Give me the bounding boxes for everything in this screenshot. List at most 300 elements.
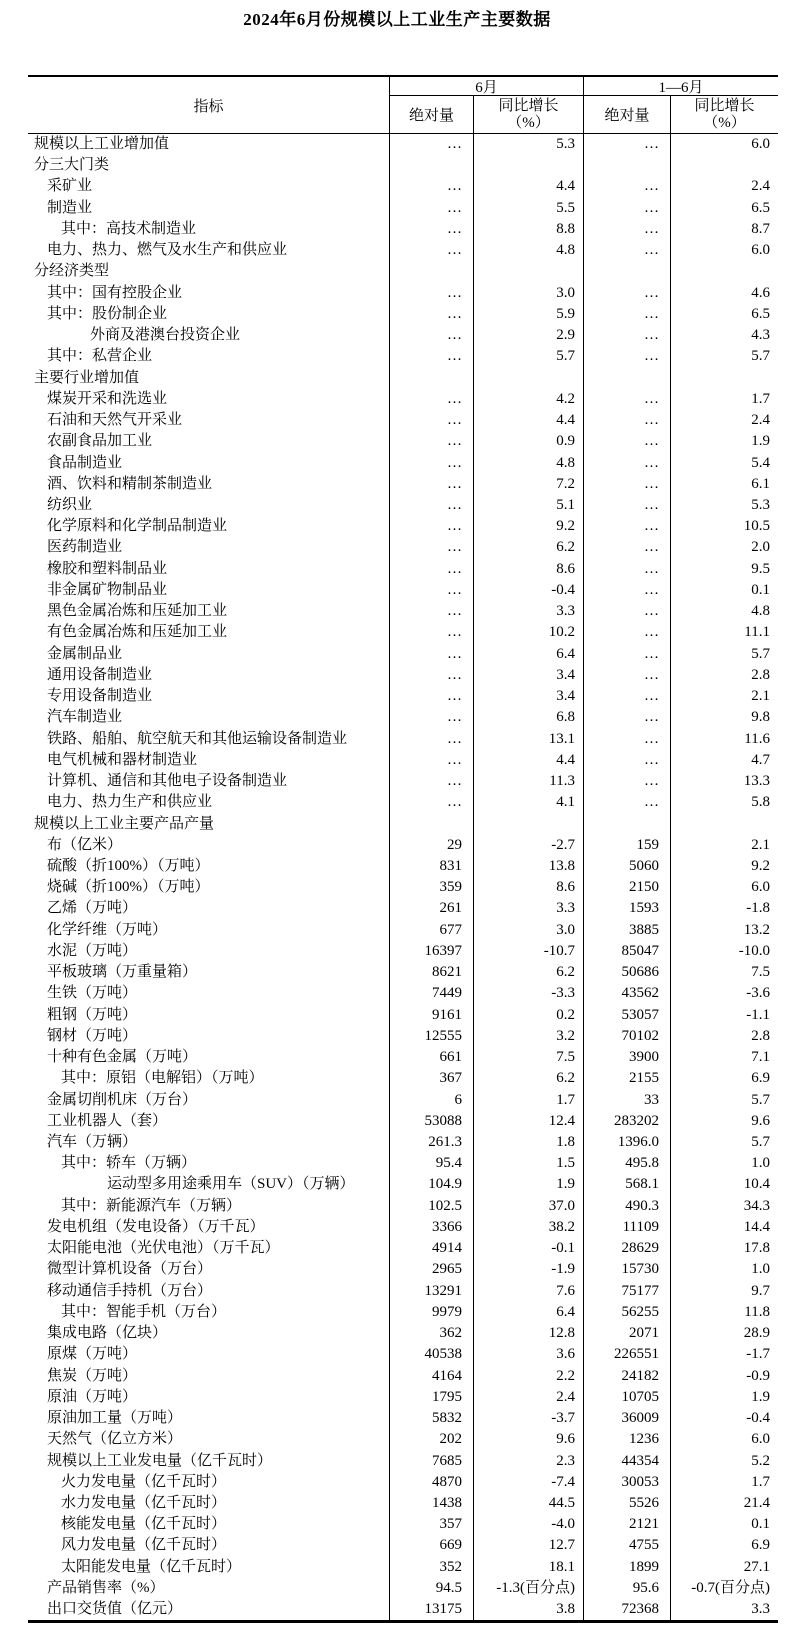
indicator-label: 食品制造业 xyxy=(47,454,123,471)
june-absolute-value: 367 xyxy=(389,1068,473,1089)
jan-june-absolute-value: 56255 xyxy=(583,1302,670,1323)
indicator-label: 规模以上工业增加值 xyxy=(34,136,170,152)
june-absolute-value: … xyxy=(389,431,473,452)
jan-june-yoy-value: 27.1 xyxy=(670,1557,778,1578)
june-yoy-value: 8.6 xyxy=(473,877,583,898)
indicator-label: 化学原料和化学制品制造业 xyxy=(47,518,228,535)
june-absolute-value: 2965 xyxy=(389,1259,473,1280)
june-yoy-value: 1.7 xyxy=(473,1090,583,1111)
june-absolute-value: … xyxy=(389,580,473,601)
june-yoy-value: 37.0 xyxy=(473,1196,583,1217)
indicator-label: 发电机组（发电设备）（万千瓦） xyxy=(47,1218,265,1235)
june-absolute-value: … xyxy=(389,729,473,750)
jan-june-absolute-value: … xyxy=(583,537,670,558)
indicator-label: 太阳能电池（光伏电池）（万千瓦） xyxy=(47,1240,280,1257)
june-yoy-value: 4.1 xyxy=(473,792,583,813)
column-header-jan-june-absolute: 绝对量 xyxy=(583,96,670,133)
indicator-label: 金属制品业 xyxy=(47,645,123,662)
june-absolute-value: 202 xyxy=(389,1429,473,1450)
june-absolute-value xyxy=(389,155,473,176)
jan-june-absolute-value: 568.1 xyxy=(583,1174,670,1195)
june-absolute-value: … xyxy=(389,622,473,643)
jan-june-yoy-value: 1.7 xyxy=(670,389,778,410)
jan-june-yoy-value: -1.1 xyxy=(670,1005,778,1026)
jan-june-yoy-value: 5.8 xyxy=(670,792,778,813)
june-yoy-value: 13.8 xyxy=(473,856,583,877)
indicator-label: 规模以上工业主要产品产量 xyxy=(34,815,215,832)
jan-june-yoy-value: 1.0 xyxy=(670,1259,778,1280)
june-yoy-value: 2.2 xyxy=(473,1366,583,1387)
june-yoy-value: 1.8 xyxy=(473,1132,583,1153)
column-header-jan-june-yoy-line1: 同比增长 xyxy=(694,97,755,114)
jan-june-yoy-value: 6.9 xyxy=(670,1068,778,1089)
indicator-label: 烧碱（折100%）（万吨） xyxy=(47,879,210,896)
june-yoy-value: 6.4 xyxy=(473,1302,583,1323)
jan-june-absolute-value: … xyxy=(583,516,670,537)
jan-june-absolute-value: … xyxy=(583,325,670,346)
indicator-label: 布（亿米） xyxy=(47,836,123,853)
indicator-label: 集成电路（亿块） xyxy=(47,1325,168,1342)
indicator-label: 纺织业 xyxy=(47,496,93,513)
jan-june-yoy-value: 6.0 xyxy=(670,240,778,261)
june-absolute-value: 357 xyxy=(389,1514,473,1535)
jan-june-absolute-value: 72368 xyxy=(583,1599,670,1620)
jan-june-absolute-value: 490.3 xyxy=(583,1196,670,1217)
jan-june-yoy-value: 6.5 xyxy=(670,304,778,325)
jan-june-yoy-value: 6.0 xyxy=(670,134,778,155)
june-absolute-value: … xyxy=(389,495,473,516)
jan-june-absolute-value: … xyxy=(583,453,670,474)
jan-june-yoy-value: 5.7 xyxy=(670,1090,778,1111)
jan-june-yoy-value: 0.1 xyxy=(670,580,778,601)
jan-june-yoy-value: -1.7 xyxy=(670,1344,778,1365)
indicator-label: 主要行业增加值 xyxy=(34,369,140,386)
jan-june-absolute-value xyxy=(583,155,670,176)
jan-june-absolute-value: … xyxy=(583,559,670,580)
jan-june-yoy-value: 4.3 xyxy=(670,325,778,346)
june-yoy-value: 6.2 xyxy=(473,962,583,983)
jan-june-yoy-value: 13.3 xyxy=(670,771,778,792)
jan-june-yoy-value: 10.4 xyxy=(670,1174,778,1195)
jan-june-absolute-value: … xyxy=(583,134,670,155)
june-absolute-value: 4164 xyxy=(389,1366,473,1387)
june-absolute-value: … xyxy=(389,644,473,665)
june-yoy-value: -4.0 xyxy=(473,1514,583,1535)
jan-june-yoy-value: 4.8 xyxy=(670,601,778,622)
jan-june-absolute-value: 33 xyxy=(583,1090,670,1111)
june-yoy-value: -0.4 xyxy=(473,580,583,601)
june-absolute-value: … xyxy=(389,537,473,558)
jan-june-absolute-value: 24182 xyxy=(583,1366,670,1387)
jan-june-yoy-value: 7.5 xyxy=(670,962,778,983)
jan-june-absolute-value: … xyxy=(583,431,670,452)
jan-june-absolute-value: 95.6 xyxy=(583,1578,670,1599)
indicator-label: 天然气（亿立方米） xyxy=(47,1431,183,1448)
indicator-label: 水力发电量（亿千瓦时） xyxy=(61,1495,227,1511)
jan-june-yoy-value: 5.2 xyxy=(670,1451,778,1472)
jan-june-yoy-value: 2.4 xyxy=(670,176,778,197)
june-yoy-value: -3.3 xyxy=(473,983,583,1004)
june-yoy-value: 18.1 xyxy=(473,1557,583,1578)
indicator-label: 风力发电量（亿千瓦时） xyxy=(61,1537,227,1554)
indicator-label: 医药制造业 xyxy=(47,539,123,556)
jan-june-yoy-value: 2.1 xyxy=(670,686,778,707)
indicator-label: 运动型多用途乘用车（SUV）（万辆） xyxy=(107,1176,355,1193)
jan-june-yoy-value: 9.5 xyxy=(670,559,778,580)
indicator-label: 其中：新能源汽车（万辆） xyxy=(61,1197,242,1214)
indicator-label: 硫酸（折100%）（万吨） xyxy=(47,857,210,874)
june-absolute-value: … xyxy=(389,516,473,537)
june-absolute-value: 831 xyxy=(389,856,473,877)
jan-june-absolute-value: 70102 xyxy=(583,1026,670,1047)
jan-june-yoy-value: 2.0 xyxy=(670,537,778,558)
indicator-label: 其中：股份制企业 xyxy=(47,305,168,322)
june-absolute-value: 1795 xyxy=(389,1387,473,1408)
indicator-label: 十种有色金属（万吨） xyxy=(47,1049,198,1066)
june-absolute-value: … xyxy=(389,134,473,155)
june-absolute-value: … xyxy=(389,771,473,792)
indicator-label: 橡胶和塑料制品业 xyxy=(47,560,168,577)
jan-june-yoy-value: 8.7 xyxy=(670,219,778,240)
june-absolute-value: 12555 xyxy=(389,1026,473,1047)
indicator-label: 农副食品加工业 xyxy=(47,433,153,450)
indicator-label: 有色金属冶炼和压延加工业 xyxy=(47,624,228,641)
column-header-june-absolute: 绝对量 xyxy=(389,96,473,133)
jan-june-absolute-value: … xyxy=(583,771,670,792)
june-absolute-value: 352 xyxy=(389,1557,473,1578)
jan-june-yoy-value: 9.2 xyxy=(670,856,778,877)
jan-june-yoy-value: 17.8 xyxy=(670,1238,778,1259)
indicator-label: 工业机器人（套） xyxy=(47,1112,168,1129)
june-absolute-value: 661 xyxy=(389,1047,473,1068)
indicator-label: 化学纤维（万吨） xyxy=(47,921,168,938)
june-yoy-value: 5.7 xyxy=(473,346,583,367)
jan-june-yoy-value: 5.4 xyxy=(670,453,778,474)
jan-june-yoy-value: 11.8 xyxy=(670,1302,778,1323)
june-absolute-value: 261 xyxy=(389,898,473,919)
jan-june-yoy-value: -0.9 xyxy=(670,1366,778,1387)
indicator-label: 其中：轿车（万辆） xyxy=(61,1155,197,1172)
indicator-label: 汽车制造业 xyxy=(47,709,123,726)
jan-june-yoy-value: 3.3 xyxy=(670,1599,778,1620)
jan-june-yoy-value xyxy=(670,261,778,282)
jan-june-yoy-value: 5.7 xyxy=(670,1132,778,1153)
june-absolute-value: … xyxy=(389,474,473,495)
june-absolute-value: … xyxy=(389,707,473,728)
june-absolute-value xyxy=(389,368,473,389)
june-yoy-value: -2.7 xyxy=(473,835,583,856)
jan-june-absolute-value: 5526 xyxy=(583,1493,670,1514)
jan-june-absolute-value: 2071 xyxy=(583,1323,670,1344)
jan-june-absolute-value xyxy=(583,814,670,835)
jan-june-yoy-value: -0.4 xyxy=(670,1408,778,1429)
june-yoy-value: 4.8 xyxy=(473,240,583,261)
june-yoy-value: 6.4 xyxy=(473,644,583,665)
column-header-indicator: 指标 xyxy=(193,98,224,115)
jan-june-absolute-value: 44354 xyxy=(583,1451,670,1472)
june-yoy-value: 3.8 xyxy=(473,1599,583,1620)
jan-june-yoy-value: 21.4 xyxy=(670,1493,778,1514)
jan-june-absolute-value: 226551 xyxy=(583,1344,670,1365)
indicator-label: 焦炭（万吨） xyxy=(47,1367,138,1384)
june-yoy-value: 6.8 xyxy=(473,707,583,728)
indicator-label: 太阳能发电量（亿千瓦时） xyxy=(61,1558,242,1575)
indicator-label: 生铁（万吨） xyxy=(47,985,138,1002)
june-yoy-value: 2.3 xyxy=(473,1451,583,1472)
june-yoy-value xyxy=(473,155,583,176)
june-yoy-value xyxy=(473,368,583,389)
column-header-jan-june-yoy xyxy=(670,96,778,133)
indicator-label: 移动通信手持机（万台） xyxy=(47,1282,213,1299)
june-yoy-value: -10.7 xyxy=(473,941,583,962)
june-absolute-value: 13175 xyxy=(389,1599,473,1620)
jan-june-yoy-value: 9.7 xyxy=(670,1281,778,1302)
june-absolute-value: … xyxy=(389,389,473,410)
june-yoy-value: 4.4 xyxy=(473,410,583,431)
indicator-label: 煤炭开采和洗选业 xyxy=(47,390,168,407)
jan-june-absolute-value: 50686 xyxy=(583,962,670,983)
june-absolute-value: 6 xyxy=(389,1090,473,1111)
table-header xyxy=(28,77,778,134)
jan-june-absolute-value: 28629 xyxy=(583,1238,670,1259)
june-absolute-value: 29 xyxy=(389,835,473,856)
jan-june-yoy-value: 4.6 xyxy=(670,283,778,304)
june-yoy-value: 4.4 xyxy=(473,750,583,771)
jan-june-absolute-value: 1593 xyxy=(583,898,670,919)
indicator-label: 其中：私营企业 xyxy=(47,348,153,365)
jan-june-yoy-value: 1.9 xyxy=(670,1387,778,1408)
june-absolute-value: … xyxy=(389,559,473,580)
jan-june-yoy-value: 2.1 xyxy=(670,835,778,856)
jan-june-absolute-value: … xyxy=(583,240,670,261)
jan-june-absolute-value xyxy=(583,368,670,389)
jan-june-absolute-value: 53057 xyxy=(583,1005,670,1026)
jan-june-absolute-value: … xyxy=(583,665,670,686)
june-yoy-value: 0.2 xyxy=(473,1005,583,1026)
indicator-label: 平板玻璃（万重量箱） xyxy=(47,964,198,981)
june-yoy-value: 3.2 xyxy=(473,1026,583,1047)
indicator-label: 其中：原铝（电解铝）（万吨） xyxy=(61,1070,264,1087)
jan-june-yoy-value xyxy=(670,155,778,176)
june-absolute-value: … xyxy=(389,346,473,367)
jan-june-yoy-value: -0.7(百分点) xyxy=(670,1578,778,1599)
jan-june-yoy-value: -10.0 xyxy=(670,941,778,962)
indicator-label: 外商及港澳台投资企业 xyxy=(90,327,241,344)
indicator-label: 水泥（万吨） xyxy=(47,942,138,959)
indicator-label: 计算机、通信和其他电子设备制造业 xyxy=(47,773,288,790)
june-absolute-value: … xyxy=(389,219,473,240)
june-absolute-value: 95.4 xyxy=(389,1153,473,1174)
indicator-label: 原油（万吨） xyxy=(47,1388,138,1405)
jan-june-absolute-value: 30053 xyxy=(583,1472,670,1493)
june-yoy-value: 6.2 xyxy=(473,1068,583,1089)
june-yoy-value: -3.7 xyxy=(473,1408,583,1429)
jan-june-absolute-value: … xyxy=(583,622,670,643)
jan-june-absolute-value: … xyxy=(583,198,670,219)
june-absolute-value: … xyxy=(389,453,473,474)
june-absolute-value: 1438 xyxy=(389,1493,473,1514)
june-absolute-value: … xyxy=(389,198,473,219)
june-absolute-value: 677 xyxy=(389,920,473,941)
june-absolute-value: … xyxy=(389,792,473,813)
june-yoy-value: 3.3 xyxy=(473,601,583,622)
column-header-jan-june-yoy-line2: （%） xyxy=(703,114,746,131)
june-absolute-value: … xyxy=(389,325,473,346)
june-yoy-value: 9.2 xyxy=(473,516,583,537)
indicator-label: 电力、热力、燃气及水生产和供应业 xyxy=(47,242,288,259)
june-yoy-value: 13.1 xyxy=(473,729,583,750)
june-absolute-value: 362 xyxy=(389,1323,473,1344)
indicator-label: 火力发电量（亿千瓦时） xyxy=(61,1473,227,1490)
june-yoy-value: 3.3 xyxy=(473,898,583,919)
june-yoy-value: -0.1 xyxy=(473,1238,583,1259)
column-header-june: 6月 xyxy=(389,77,583,96)
jan-june-yoy-value: 5.7 xyxy=(670,644,778,665)
jan-june-absolute-value xyxy=(583,261,670,282)
indicator-label: 微型计算机设备（万台） xyxy=(47,1261,213,1278)
indicator-label: 原油加工量（万吨） xyxy=(47,1410,183,1427)
june-absolute-value: … xyxy=(389,601,473,622)
jan-june-absolute-value: … xyxy=(583,410,670,431)
jan-june-absolute-value: 495.8 xyxy=(583,1153,670,1174)
jan-june-absolute-value: … xyxy=(583,644,670,665)
jan-june-yoy-value: 0.1 xyxy=(670,1514,778,1535)
june-absolute-value: 261.3 xyxy=(389,1132,473,1153)
jan-june-yoy-value: 11.1 xyxy=(670,622,778,643)
indicator-label: 其中：国有控股企业 xyxy=(47,284,183,301)
jan-june-absolute-value: … xyxy=(583,792,670,813)
june-yoy-value: 9.6 xyxy=(473,1429,583,1450)
june-yoy-value xyxy=(473,261,583,282)
june-absolute-value: 4870 xyxy=(389,1472,473,1493)
indicator-label: 其中：智能手机（万台） xyxy=(61,1303,227,1320)
jan-june-absolute-value: … xyxy=(583,601,670,622)
jan-june-absolute-value: … xyxy=(583,686,670,707)
june-yoy-value: 3.6 xyxy=(473,1344,583,1365)
june-yoy-value: 3.0 xyxy=(473,283,583,304)
jan-june-yoy-value: 5.7 xyxy=(670,346,778,367)
jan-june-absolute-value: … xyxy=(583,219,670,240)
jan-june-yoy-value: 1.7 xyxy=(670,1472,778,1493)
june-yoy-value: 5.9 xyxy=(473,304,583,325)
jan-june-absolute-value: 2155 xyxy=(583,1068,670,1089)
june-absolute-value: 53088 xyxy=(389,1111,473,1132)
jan-june-yoy-value: 6.1 xyxy=(670,474,778,495)
indicator-label: 采矿业 xyxy=(47,178,93,195)
jan-june-absolute-value: … xyxy=(583,283,670,304)
june-yoy-value: 5.1 xyxy=(473,495,583,516)
jan-june-absolute-value: 2121 xyxy=(583,1514,670,1535)
june-yoy-value: 2.9 xyxy=(473,325,583,346)
jan-june-yoy-value: -3.6 xyxy=(670,983,778,1004)
june-yoy-value: 6.2 xyxy=(473,537,583,558)
june-absolute-value: … xyxy=(389,750,473,771)
jan-june-yoy-value: 2.8 xyxy=(670,1026,778,1047)
column-header-june-yoy-line2: （%） xyxy=(507,114,550,131)
jan-june-absolute-value: … xyxy=(583,729,670,750)
jan-june-yoy-value: 9.8 xyxy=(670,707,778,728)
jan-june-yoy-value: 28.9 xyxy=(670,1323,778,1344)
indicator-label: 分经济类型 xyxy=(34,263,110,280)
june-absolute-value: 13291 xyxy=(389,1281,473,1302)
jan-june-absolute-value: … xyxy=(583,474,670,495)
june-yoy-value: -7.4 xyxy=(473,1472,583,1493)
june-yoy-value: 12.4 xyxy=(473,1111,583,1132)
jan-june-absolute-value: 43562 xyxy=(583,983,670,1004)
jan-june-absolute-value: … xyxy=(583,495,670,516)
indicator-label: 石油和天然气开采业 xyxy=(47,412,183,429)
june-absolute-value: 7685 xyxy=(389,1451,473,1472)
june-yoy-value: 12.8 xyxy=(473,1323,583,1344)
column-header-jan-june: 1—6月 xyxy=(583,77,778,96)
indicator-label: 专用设备制造业 xyxy=(47,688,153,705)
june-yoy-value: 5.3 xyxy=(473,134,583,155)
june-absolute-value: 9161 xyxy=(389,1005,473,1026)
indicator-label: 汽车（万辆） xyxy=(47,1134,138,1151)
jan-june-yoy-value: 4.7 xyxy=(670,750,778,771)
june-absolute-value: 359 xyxy=(389,877,473,898)
jan-june-yoy-value: 7.1 xyxy=(670,1047,778,1068)
jan-june-absolute-value: 1396.0 xyxy=(583,1132,670,1153)
jan-june-yoy-value: 6.5 xyxy=(670,198,778,219)
june-yoy-value: 4.8 xyxy=(473,453,583,474)
indicator-label: 制造业 xyxy=(47,199,93,216)
jan-june-yoy-value: 13.2 xyxy=(670,920,778,941)
june-absolute-value: 40538 xyxy=(389,1344,473,1365)
jan-june-yoy-value: 10.5 xyxy=(670,516,778,537)
data-table xyxy=(28,75,778,1623)
june-absolute-value xyxy=(389,814,473,835)
jan-june-yoy-value: 1.9 xyxy=(670,431,778,452)
indicator-label: 原煤（万吨） xyxy=(47,1346,138,1363)
june-yoy-value: 7.2 xyxy=(473,474,583,495)
jan-june-absolute-value: … xyxy=(583,346,670,367)
jan-june-yoy-value: 6.0 xyxy=(670,877,778,898)
indicator-label: 金属切削机床（万台） xyxy=(47,1091,198,1108)
jan-june-absolute-value: 75177 xyxy=(583,1281,670,1302)
jan-june-absolute-value: 15730 xyxy=(583,1259,670,1280)
indicator-label: 电力、热力生产和供应业 xyxy=(47,794,213,811)
june-yoy-value: 10.2 xyxy=(473,622,583,643)
june-absolute-value: 7449 xyxy=(389,983,473,1004)
june-yoy-value: 2.4 xyxy=(473,1387,583,1408)
jan-june-absolute-value: … xyxy=(583,304,670,325)
indicator-label: 黑色金属冶炼和压延加工业 xyxy=(47,603,228,620)
jan-june-absolute-value: 2150 xyxy=(583,877,670,898)
jan-june-absolute-value: … xyxy=(583,580,670,601)
june-absolute-value: … xyxy=(389,176,473,197)
jan-june-yoy-value: 2.8 xyxy=(670,665,778,686)
jan-june-absolute-value: 36009 xyxy=(583,1408,670,1429)
june-absolute-value xyxy=(389,261,473,282)
indicator-label: 乙烯（万吨） xyxy=(47,900,138,917)
indicator-label: 通用设备制造业 xyxy=(47,666,153,683)
jan-june-absolute-value: 85047 xyxy=(583,941,670,962)
jan-june-absolute-value: 1899 xyxy=(583,1557,670,1578)
june-yoy-value: 7.6 xyxy=(473,1281,583,1302)
jan-june-yoy-value: 11.6 xyxy=(670,729,778,750)
june-yoy-value: 0.9 xyxy=(473,431,583,452)
column-header-june-yoy xyxy=(473,96,583,133)
jan-june-yoy-value: 34.3 xyxy=(670,1196,778,1217)
june-absolute-value: 8621 xyxy=(389,962,473,983)
june-yoy-value: 3.0 xyxy=(473,920,583,941)
jan-june-yoy-value xyxy=(670,814,778,835)
indicator-label: 铁路、船舶、航空航天和其他运输设备制造业 xyxy=(47,730,348,747)
june-absolute-value: 669 xyxy=(389,1535,473,1556)
jan-june-absolute-value: 5060 xyxy=(583,856,670,877)
jan-june-absolute-value: … xyxy=(583,707,670,728)
